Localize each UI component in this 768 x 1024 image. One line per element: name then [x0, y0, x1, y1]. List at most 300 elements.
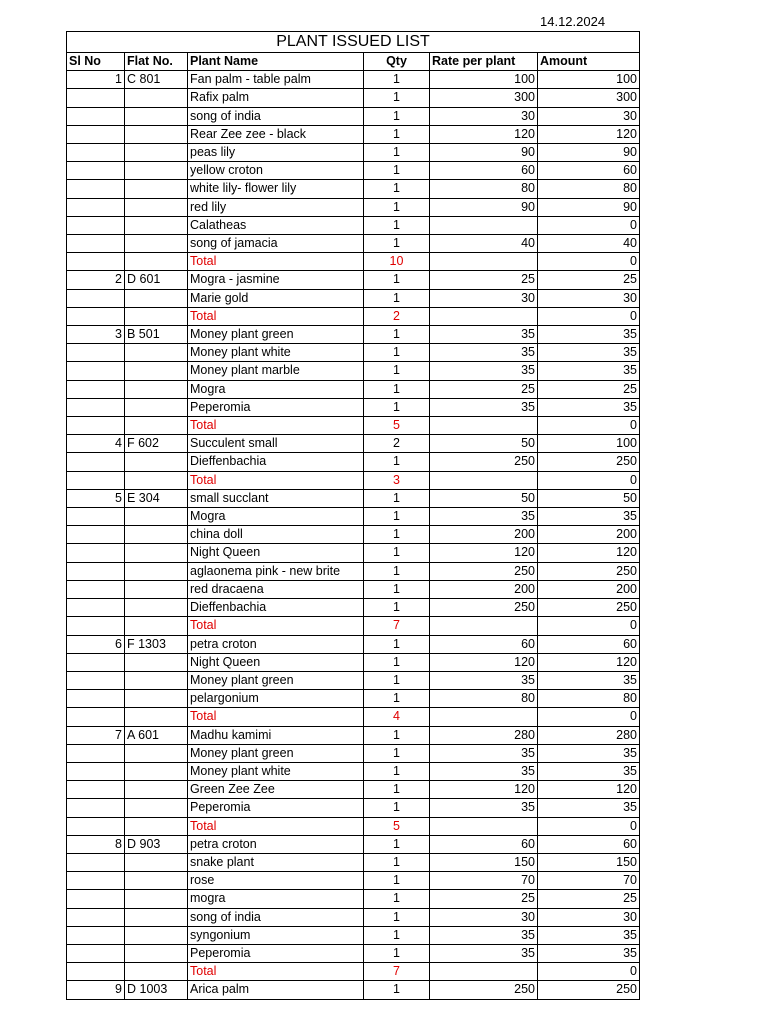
- cell-flat-no: C 801: [125, 71, 188, 89]
- cell-plant-name: small succlant: [188, 489, 364, 507]
- total-row: [67, 417, 640, 435]
- table-row: [67, 235, 640, 253]
- cell-plant-name: Peperomia: [188, 398, 364, 416]
- cell-sl-no: [67, 253, 125, 271]
- cell-rate: 35: [430, 762, 538, 780]
- cell-rate: 50: [430, 489, 538, 507]
- header-qty: Qty: [364, 53, 430, 71]
- cell-qty: 1: [364, 144, 430, 162]
- cell-sl-no: [67, 125, 125, 143]
- table-row: [67, 762, 640, 780]
- cell-amount: 280: [538, 726, 640, 744]
- cell-amount: 0: [538, 216, 640, 234]
- cell-qty: 1: [364, 872, 430, 890]
- cell-sl-no: [67, 235, 125, 253]
- table-row: [67, 853, 640, 871]
- table-row: [67, 671, 640, 689]
- cell-flat-no: [125, 180, 188, 198]
- cell-plant-name: mogra: [188, 890, 364, 908]
- cell-sl-no: [67, 562, 125, 580]
- cell-rate: 120: [430, 653, 538, 671]
- table-row: [67, 835, 640, 853]
- cell-rate: [430, 963, 538, 981]
- cell-plant-name: rose: [188, 872, 364, 890]
- cell-qty: 1: [364, 508, 430, 526]
- cell-sl-no: [67, 89, 125, 107]
- cell-qty: 1: [364, 235, 430, 253]
- cell-flat-no: E 304: [125, 489, 188, 507]
- table-row: [67, 653, 640, 671]
- cell-amount: 25: [538, 271, 640, 289]
- cell-sl-no: [67, 471, 125, 489]
- cell-sl-no: [67, 671, 125, 689]
- cell-qty: 1: [364, 216, 430, 234]
- cell-qty: 1: [364, 671, 430, 689]
- cell-rate: 30: [430, 908, 538, 926]
- cell-flat-no: [125, 162, 188, 180]
- cell-plant-name: Rear Zee zee - black: [188, 125, 364, 143]
- cell-plant-name: Calatheas: [188, 216, 364, 234]
- cell-flat-no: [125, 289, 188, 307]
- cell-qty: 1: [364, 690, 430, 708]
- table-row: [67, 981, 640, 999]
- cell-sl-no: [67, 453, 125, 471]
- cell-rate: 35: [430, 744, 538, 762]
- cell-rate: 250: [430, 981, 538, 999]
- cell-sl-no: [67, 289, 125, 307]
- header-plant-name: Plant Name: [188, 53, 364, 71]
- total-row: [67, 708, 640, 726]
- cell-sl-no: [67, 872, 125, 890]
- table-row: [67, 216, 640, 234]
- cell-plant-name: yellow croton: [188, 162, 364, 180]
- table-row: [67, 344, 640, 362]
- cell-qty: 1: [364, 908, 430, 926]
- cell-amount: 200: [538, 580, 640, 598]
- cell-rate: [430, 471, 538, 489]
- table-row: [67, 326, 640, 344]
- cell-rate: 60: [430, 835, 538, 853]
- total-row: [67, 471, 640, 489]
- cell-qty: 2: [364, 435, 430, 453]
- cell-amount: 35: [538, 762, 640, 780]
- cell-rate: 200: [430, 580, 538, 598]
- cell-qty: 1: [364, 635, 430, 653]
- cell-plant-name: aglaonema pink - new brite: [188, 562, 364, 580]
- cell-flat-no: [125, 653, 188, 671]
- cell-amount: 30: [538, 289, 640, 307]
- cell-rate: 70: [430, 872, 538, 890]
- cell-amount: 120: [538, 125, 640, 143]
- cell-flat-no: [125, 307, 188, 325]
- cell-rate: 280: [430, 726, 538, 744]
- cell-rate: 60: [430, 635, 538, 653]
- cell-flat-no: D 903: [125, 835, 188, 853]
- table-row: [67, 489, 640, 507]
- table-row: [67, 180, 640, 198]
- cell-qty: 3: [364, 471, 430, 489]
- cell-flat-no: [125, 216, 188, 234]
- cell-plant-name: song of india: [188, 908, 364, 926]
- cell-plant-name: peas lily: [188, 144, 364, 162]
- cell-rate: [430, 617, 538, 635]
- cell-flat-no: [125, 471, 188, 489]
- cell-qty: 1: [364, 580, 430, 598]
- cell-rate: 250: [430, 562, 538, 580]
- cell-amount: 35: [538, 344, 640, 362]
- cell-plant-name: Night Queen: [188, 653, 364, 671]
- cell-rate: 25: [430, 890, 538, 908]
- table-row: [67, 198, 640, 216]
- cell-qty: 1: [364, 799, 430, 817]
- cell-plant-name: Total: [188, 708, 364, 726]
- cell-qty: 1: [364, 762, 430, 780]
- cell-flat-no: [125, 799, 188, 817]
- cell-amount: 200: [538, 526, 640, 544]
- cell-flat-no: [125, 253, 188, 271]
- cell-flat-no: [125, 690, 188, 708]
- table-row: [67, 71, 640, 89]
- cell-qty: 10: [364, 253, 430, 271]
- cell-plant-name: syngonium: [188, 926, 364, 944]
- cell-flat-no: [125, 817, 188, 835]
- cell-rate: 150: [430, 853, 538, 871]
- table-row: [67, 398, 640, 416]
- cell-amount: 35: [538, 799, 640, 817]
- cell-sl-no: [67, 653, 125, 671]
- cell-rate: 40: [430, 235, 538, 253]
- cell-sl-no: [67, 544, 125, 562]
- cell-plant-name: petra croton: [188, 835, 364, 853]
- cell-qty: 1: [364, 271, 430, 289]
- cell-rate: 35: [430, 508, 538, 526]
- cell-flat-no: [125, 580, 188, 598]
- cell-amount: 120: [538, 781, 640, 799]
- cell-sl-no: [67, 344, 125, 362]
- cell-plant-name: china doll: [188, 526, 364, 544]
- cell-qty: 1: [364, 198, 430, 216]
- cell-qty: 1: [364, 562, 430, 580]
- cell-amount: 250: [538, 599, 640, 617]
- cell-plant-name: Mogra: [188, 380, 364, 398]
- cell-flat-no: [125, 362, 188, 380]
- cell-plant-name: Madhu kamimi: [188, 726, 364, 744]
- cell-amount: 25: [538, 890, 640, 908]
- table-row: [67, 271, 640, 289]
- table-row: [67, 453, 640, 471]
- cell-qty: 1: [364, 599, 430, 617]
- cell-amount: 35: [538, 326, 640, 344]
- cell-flat-no: [125, 944, 188, 962]
- cell-sl-no: [67, 926, 125, 944]
- table-row: [67, 944, 640, 962]
- cell-amount: 150: [538, 853, 640, 871]
- cell-qty: 1: [364, 453, 430, 471]
- cell-flat-no: D 601: [125, 271, 188, 289]
- cell-qty: 2: [364, 307, 430, 325]
- cell-qty: 1: [364, 926, 430, 944]
- cell-sl-no: [67, 908, 125, 926]
- cell-rate: 60: [430, 162, 538, 180]
- cell-sl-no: 5: [67, 489, 125, 507]
- cell-amount: 90: [538, 144, 640, 162]
- cell-amount: 80: [538, 690, 640, 708]
- cell-plant-name: Dieffenbachia: [188, 453, 364, 471]
- cell-sl-no: [67, 944, 125, 962]
- table-row: [67, 362, 640, 380]
- cell-amount: 60: [538, 635, 640, 653]
- cell-rate: [430, 708, 538, 726]
- cell-rate: 30: [430, 289, 538, 307]
- cell-amount: 80: [538, 180, 640, 198]
- cell-plant-name: song of jamacia: [188, 235, 364, 253]
- cell-flat-no: [125, 562, 188, 580]
- cell-plant-name: red dracaena: [188, 580, 364, 598]
- table-row: [67, 544, 640, 562]
- total-row: [67, 817, 640, 835]
- cell-rate: 80: [430, 690, 538, 708]
- cell-sl-no: [67, 617, 125, 635]
- cell-flat-no: [125, 89, 188, 107]
- cell-flat-no: [125, 872, 188, 890]
- cell-flat-no: [125, 344, 188, 362]
- cell-plant-name: Night Queen: [188, 544, 364, 562]
- cell-rate: 35: [430, 671, 538, 689]
- cell-amount: 100: [538, 435, 640, 453]
- cell-plant-name: white lily- flower lily: [188, 180, 364, 198]
- table-row: [67, 690, 640, 708]
- cell-plant-name: pelargonium: [188, 690, 364, 708]
- cell-amount: 0: [538, 307, 640, 325]
- cell-plant-name: Total: [188, 307, 364, 325]
- cell-plant-name: Mogra: [188, 508, 364, 526]
- cell-plant-name: Money plant marble: [188, 362, 364, 380]
- cell-rate: 35: [430, 926, 538, 944]
- cell-amount: 70: [538, 872, 640, 890]
- table-row: [67, 635, 640, 653]
- cell-flat-no: [125, 380, 188, 398]
- cell-sl-no: [67, 744, 125, 762]
- cell-rate: 120: [430, 125, 538, 143]
- table-row: [67, 89, 640, 107]
- cell-flat-no: [125, 107, 188, 125]
- cell-rate: 35: [430, 799, 538, 817]
- header-row: [67, 53, 640, 71]
- cell-amount: 35: [538, 944, 640, 962]
- cell-plant-name: Succulent small: [188, 435, 364, 453]
- cell-sl-no: [67, 781, 125, 799]
- cell-qty: 1: [364, 344, 430, 362]
- table-row: [67, 872, 640, 890]
- cell-plant-name: Marie gold: [188, 289, 364, 307]
- cell-qty: 1: [364, 526, 430, 544]
- table-row: [67, 580, 640, 598]
- cell-rate: 120: [430, 781, 538, 799]
- table-row: [67, 144, 640, 162]
- cell-qty: 1: [364, 744, 430, 762]
- cell-flat-no: [125, 417, 188, 435]
- table-row: [67, 890, 640, 908]
- cell-flat-no: [125, 853, 188, 871]
- table-row: [67, 508, 640, 526]
- cell-plant-name: Total: [188, 817, 364, 835]
- cell-flat-no: [125, 398, 188, 416]
- cell-amount: 35: [538, 398, 640, 416]
- cell-flat-no: [125, 453, 188, 471]
- cell-amount: 0: [538, 963, 640, 981]
- cell-flat-no: [125, 926, 188, 944]
- cell-amount: 25: [538, 380, 640, 398]
- cell-rate: [430, 216, 538, 234]
- cell-plant-name: Money plant white: [188, 762, 364, 780]
- cell-amount: 0: [538, 471, 640, 489]
- cell-flat-no: [125, 144, 188, 162]
- cell-sl-no: [67, 708, 125, 726]
- table-row: [67, 726, 640, 744]
- cell-flat-no: [125, 198, 188, 216]
- table-row: [67, 926, 640, 944]
- cell-plant-name: Total: [188, 471, 364, 489]
- header-amount: Amount: [538, 53, 640, 71]
- cell-qty: 1: [364, 726, 430, 744]
- cell-qty: 5: [364, 817, 430, 835]
- cell-plant-name: Total: [188, 617, 364, 635]
- cell-plant-name: Peperomia: [188, 944, 364, 962]
- cell-sl-no: 8: [67, 835, 125, 853]
- cell-sl-no: [67, 963, 125, 981]
- cell-sl-no: [67, 890, 125, 908]
- cell-sl-no: [67, 198, 125, 216]
- cell-plant-name: song of india: [188, 107, 364, 125]
- cell-rate: 90: [430, 198, 538, 216]
- cell-rate: 30: [430, 107, 538, 125]
- cell-amount: 0: [538, 253, 640, 271]
- cell-flat-no: A 601: [125, 726, 188, 744]
- cell-flat-no: D 1003: [125, 981, 188, 999]
- cell-amount: 250: [538, 453, 640, 471]
- cell-flat-no: [125, 781, 188, 799]
- cell-flat-no: [125, 508, 188, 526]
- cell-flat-no: B 501: [125, 326, 188, 344]
- cell-flat-no: [125, 235, 188, 253]
- cell-rate: [430, 817, 538, 835]
- cell-amount: 0: [538, 708, 640, 726]
- cell-amount: 30: [538, 107, 640, 125]
- cell-plant-name: Green Zee Zee: [188, 781, 364, 799]
- cell-flat-no: [125, 544, 188, 562]
- cell-qty: 1: [364, 835, 430, 853]
- cell-sl-no: 4: [67, 435, 125, 453]
- cell-flat-no: [125, 708, 188, 726]
- cell-amount: 0: [538, 817, 640, 835]
- cell-qty: 1: [364, 853, 430, 871]
- cell-plant-name: snake plant: [188, 853, 364, 871]
- cell-sl-no: [67, 817, 125, 835]
- cell-rate: 80: [430, 180, 538, 198]
- cell-sl-no: 1: [67, 71, 125, 89]
- cell-plant-name: Money plant green: [188, 671, 364, 689]
- table-row: [67, 562, 640, 580]
- cell-qty: 1: [364, 380, 430, 398]
- cell-qty: 1: [364, 544, 430, 562]
- cell-plant-name: Mogra - jasmine: [188, 271, 364, 289]
- cell-amount: 300: [538, 89, 640, 107]
- table-row: [67, 599, 640, 617]
- cell-flat-no: [125, 125, 188, 143]
- cell-rate: 120: [430, 544, 538, 562]
- cell-plant-name: petra croton: [188, 635, 364, 653]
- cell-sl-no: 6: [67, 635, 125, 653]
- header-sl-no: Sl No: [67, 53, 125, 71]
- cell-rate: 250: [430, 453, 538, 471]
- cell-amount: 35: [538, 508, 640, 526]
- cell-sl-no: [67, 526, 125, 544]
- header-flat-no: Flat No.: [125, 53, 188, 71]
- cell-sl-no: [67, 508, 125, 526]
- cell-sl-no: [67, 307, 125, 325]
- cell-qty: 1: [364, 981, 430, 999]
- cell-amount: 50: [538, 489, 640, 507]
- cell-rate: 200: [430, 526, 538, 544]
- cell-qty: 1: [364, 180, 430, 198]
- cell-flat-no: [125, 526, 188, 544]
- cell-qty: 1: [364, 362, 430, 380]
- cell-plant-name: Dieffenbachia: [188, 599, 364, 617]
- cell-qty: 1: [364, 398, 430, 416]
- cell-rate: 35: [430, 398, 538, 416]
- cell-flat-no: [125, 890, 188, 908]
- cell-flat-no: [125, 963, 188, 981]
- cell-amount: 35: [538, 926, 640, 944]
- cell-sl-no: [67, 180, 125, 198]
- cell-sl-no: [67, 162, 125, 180]
- cell-qty: 7: [364, 963, 430, 981]
- cell-qty: 1: [364, 289, 430, 307]
- cell-rate: 35: [430, 944, 538, 962]
- cell-plant-name: Money plant white: [188, 344, 364, 362]
- table-row: [67, 526, 640, 544]
- cell-qty: 1: [364, 71, 430, 89]
- cell-qty: 1: [364, 653, 430, 671]
- cell-amount: 35: [538, 744, 640, 762]
- cell-rate: 35: [430, 326, 538, 344]
- cell-flat-no: [125, 762, 188, 780]
- cell-sl-no: [67, 107, 125, 125]
- cell-amount: 30: [538, 908, 640, 926]
- cell-rate: 25: [430, 380, 538, 398]
- cell-plant-name: Fan palm - table palm: [188, 71, 364, 89]
- cell-flat-no: [125, 908, 188, 926]
- cell-flat-no: [125, 671, 188, 689]
- cell-sl-no: [67, 362, 125, 380]
- cell-flat-no: [125, 744, 188, 762]
- cell-sl-no: [67, 853, 125, 871]
- cell-flat-no: F 602: [125, 435, 188, 453]
- cell-qty: 7: [364, 617, 430, 635]
- table-row: [67, 435, 640, 453]
- cell-sl-no: [67, 799, 125, 817]
- table-row: [67, 744, 640, 762]
- cell-amount: 120: [538, 653, 640, 671]
- cell-sl-no: 2: [67, 271, 125, 289]
- cell-plant-name: Total: [188, 417, 364, 435]
- cell-flat-no: [125, 617, 188, 635]
- cell-plant-name: Peperomia: [188, 799, 364, 817]
- table-row: [67, 799, 640, 817]
- table-row: [67, 908, 640, 926]
- cell-rate: 250: [430, 599, 538, 617]
- cell-amount: 100: [538, 71, 640, 89]
